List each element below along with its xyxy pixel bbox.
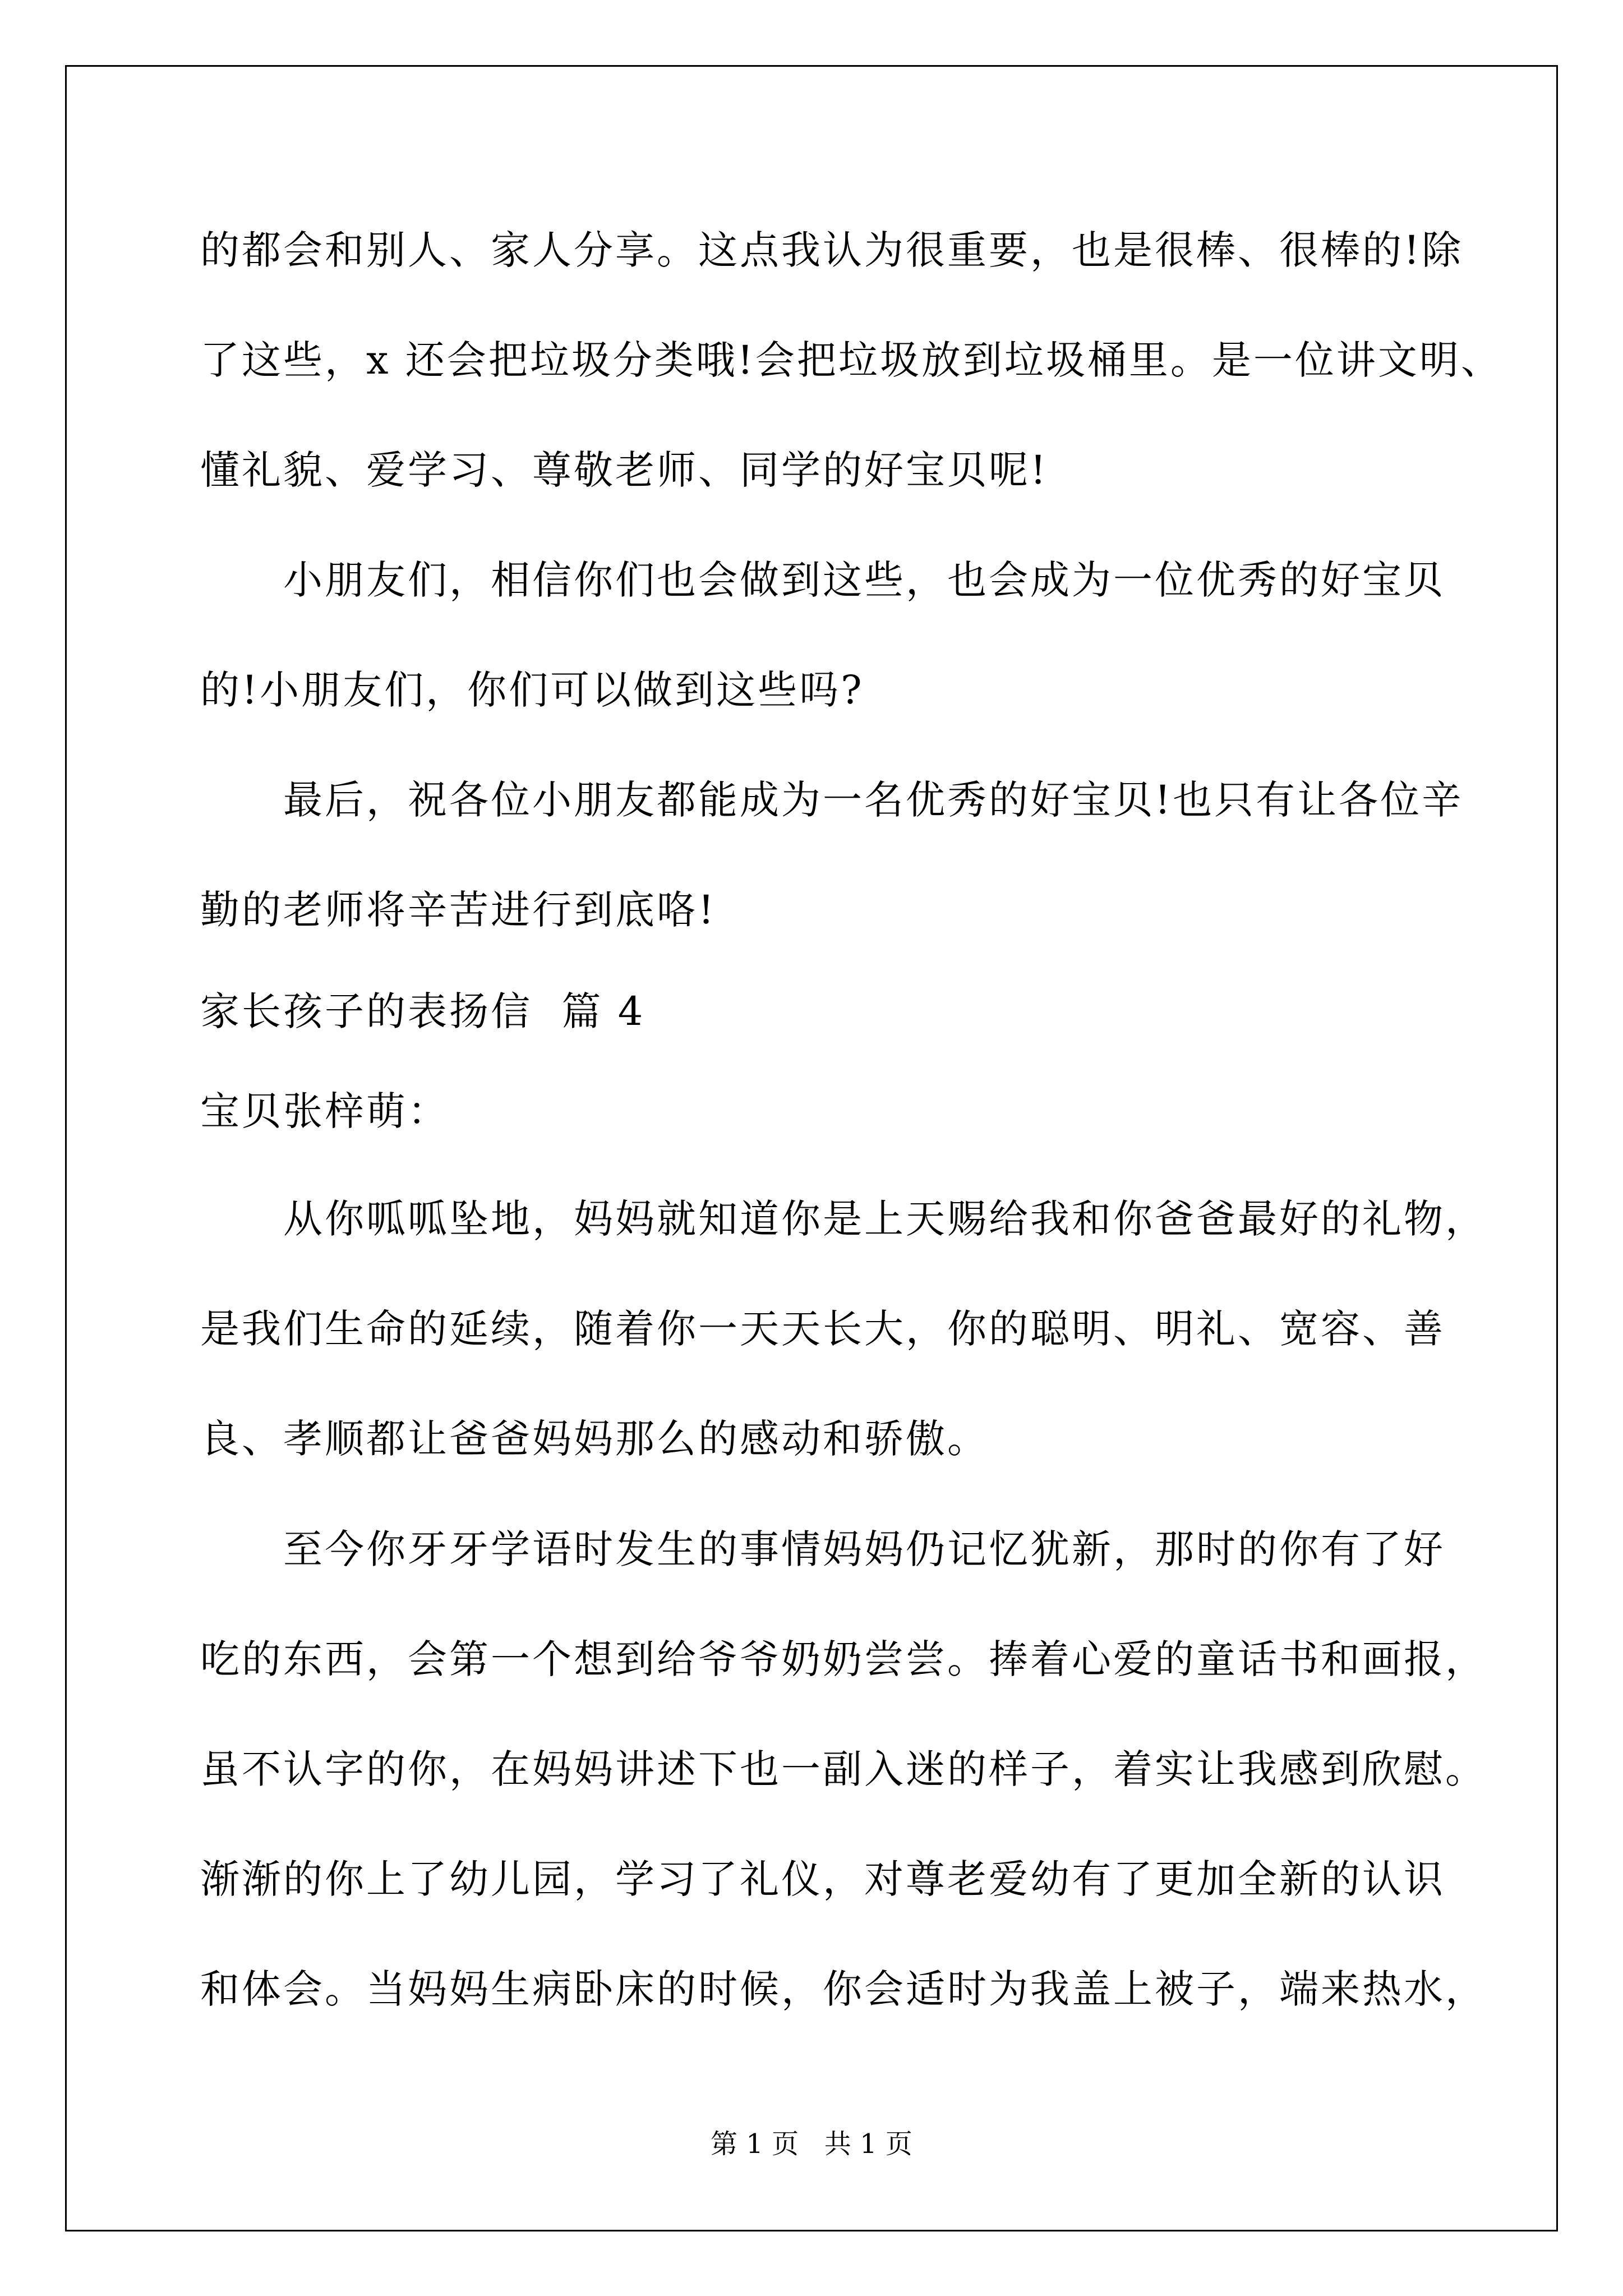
paragraph-line: 的!小朋友们，你们可以做到这些吗? bbox=[200, 667, 864, 713]
paragraph-line: 吃的东西，会第一个想到给爷爷奶奶尝尝。捧着心爱的童话书和画报， bbox=[200, 1636, 1487, 1682]
paragraph-line: 至今你牙牙学语时发生的事情妈妈仍记忆犹新，那时的你有了好 bbox=[283, 1526, 1445, 1572]
salutation: 宝贝张梓萌： bbox=[200, 1088, 449, 1134]
paragraph-line: 从你呱呱坠地，妈妈就知道你是上天赐给我和你爸爸最好的礼物， bbox=[283, 1196, 1487, 1242]
paragraph-line: 和体会。当妈妈生病卧床的时候，你会适时为我盖上被子，端来热水， bbox=[200, 1966, 1487, 2012]
paragraph-line: 是我们生命的延续，随着你一天天长大，你的聪明、明礼、宽容、善 bbox=[200, 1306, 1445, 1352]
page-footer: 第 1 页 共 1 页 bbox=[711, 2128, 912, 2160]
page-border bbox=[65, 65, 1558, 2231]
paragraph-line: 良、孝顺都让爸爸妈妈那么的感动和骄傲。 bbox=[200, 1416, 989, 1462]
paragraph-line: 懂礼貌、爱学习、尊敬老师、同学的好宝贝呢! bbox=[200, 447, 1049, 493]
paragraph-line: 渐渐的你上了幼儿园，学习了礼仪，对尊老爱幼有了更加全新的认识 bbox=[200, 1856, 1445, 1902]
section-heading: 家长孩子的表扬信 篇 4 bbox=[200, 988, 645, 1034]
paragraph-line: 小朋友们，相信你们也会做到这些，也会成为一位优秀的好宝贝 bbox=[283, 557, 1445, 603]
paragraph-line: 勤的老师将辛苦进行到底咯! bbox=[200, 887, 717, 933]
paragraph-line: 最后，祝各位小朋友都能成为一名优秀的好宝贝!也只有让各位辛 bbox=[283, 777, 1464, 823]
paragraph-line: 的都会和别人、家人分享。这点我认为很重要，也是很棒、很棒的!除 bbox=[200, 227, 1464, 273]
paragraph-line: 虽不认字的你，在妈妈讲述下也一副入迷的样子，着实让我感到欣慰。 bbox=[200, 1746, 1487, 1792]
paragraph-line: 了这些，x 还会把垃圾分类哦!会把垃圾放到垃圾桶里。是一位讲文明、 bbox=[200, 337, 1502, 383]
